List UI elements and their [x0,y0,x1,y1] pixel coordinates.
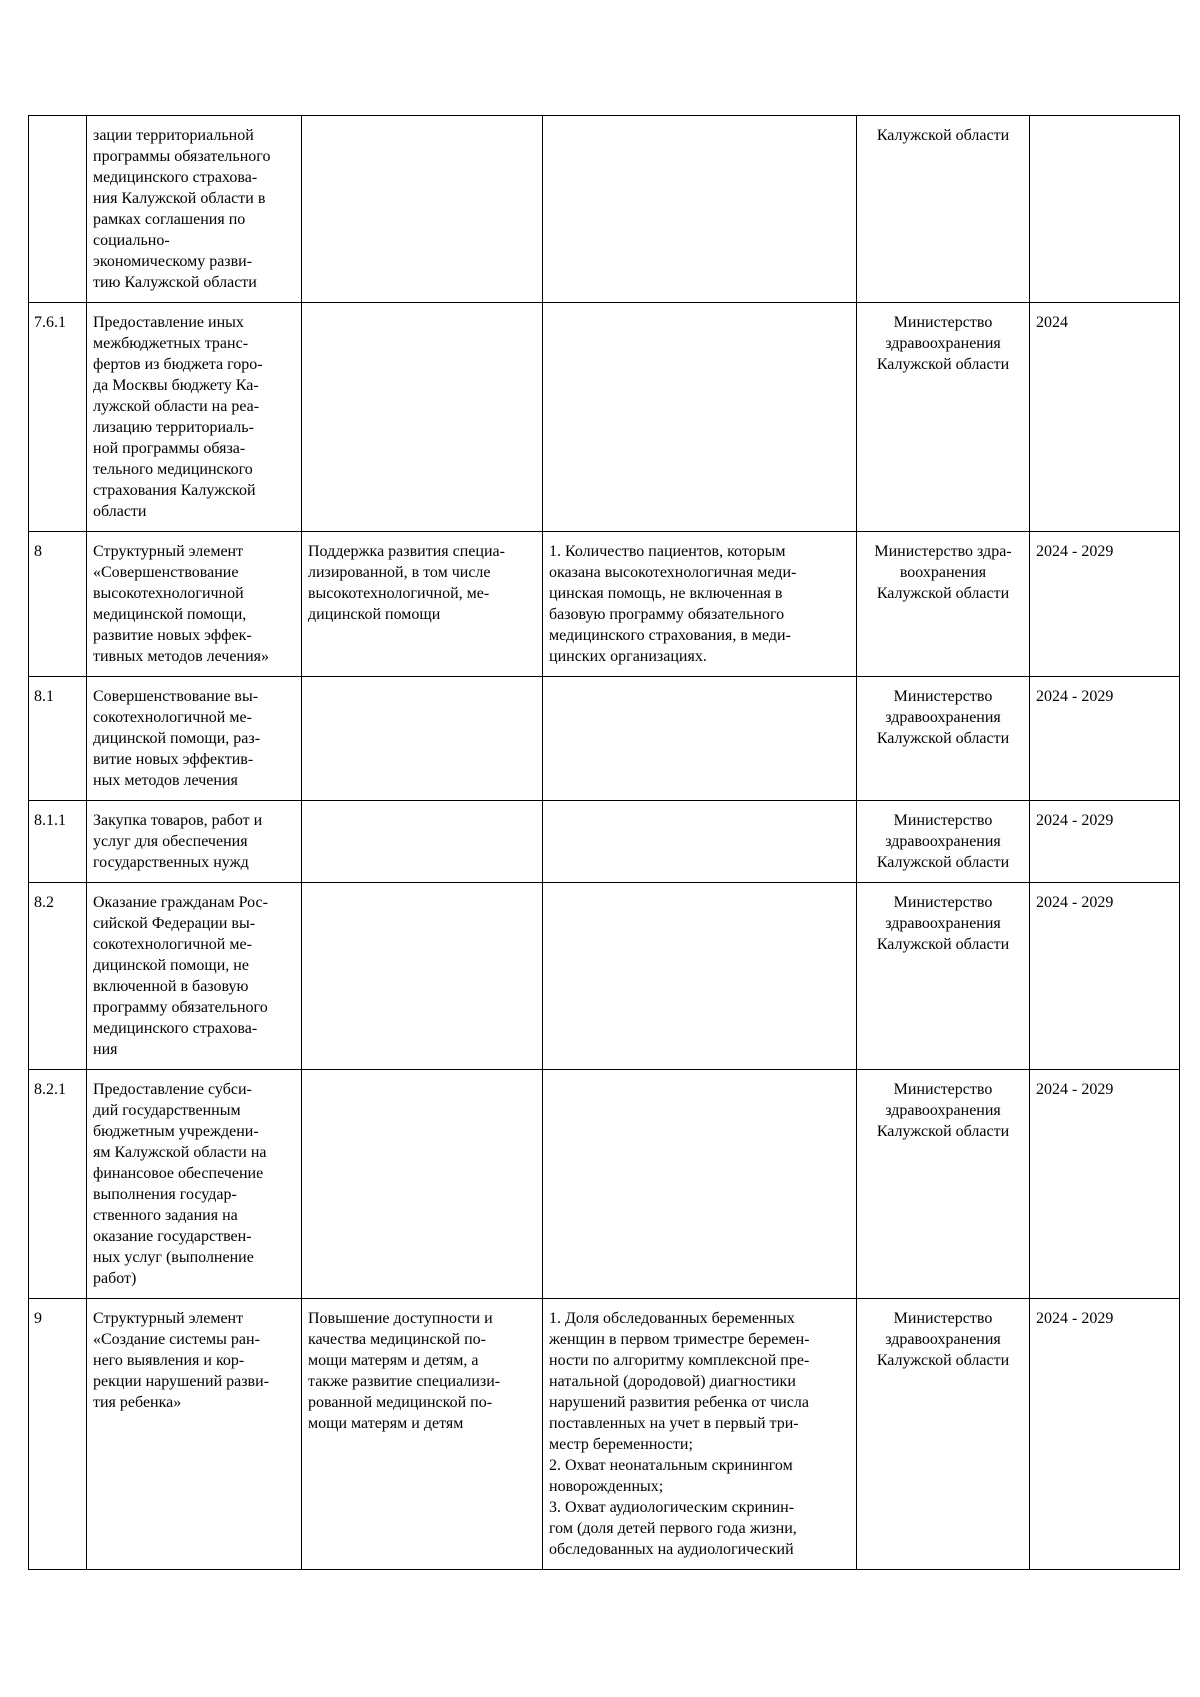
cell-event-name-line: дицинской помощи, не [93,957,249,974]
cell-event-name-line: сокотехнологичной ме- [93,936,252,953]
cell-responsible-line: Министерство [893,812,993,829]
cell-responsible-line: Министерство [893,314,993,331]
cell-number: 8.1.1 [29,801,87,883]
cell-event-name-line: да Москвы бюджету Ка- [93,377,259,394]
cell-event-name-line: программу обязательного [93,999,268,1016]
cell-period: 2024 - 2029 [1030,801,1180,883]
cell-responsible-line: Калужской области [876,585,1010,602]
cell-event-name-line: медицинской помощи, [93,606,247,623]
cell-task-line: мощи матерям и детям [308,1415,464,1432]
cell-indicator-line: 2. Охват неонатальным скринингом [549,1457,793,1474]
cell-event-name-line: государственных нужд [93,854,249,871]
cell-event-name-line: финансовое обеспечение [93,1165,264,1182]
cell-event-name-line: ных услуг (выполнение [93,1249,254,1266]
cell-indicator-line: обследованных на аудиологический [549,1541,794,1558]
cell-event-name-line: ния [93,1041,118,1058]
cell-task-line: Повышение доступности и [308,1310,493,1327]
cell-event-name [87,116,302,303]
cell-responsible-line: здравоохранения [885,335,1001,352]
cell-event-name-line: Предоставление иных [93,314,244,331]
cell-responsible-line: здравоохранения [885,833,1001,850]
cell-indicator-line: 3. Охват аудиологическим скринин- [549,1499,795,1516]
cell-event-name-line: межбюджетных транс- [93,335,249,352]
cell-indicator [543,801,857,883]
cell-event-name [87,1070,302,1299]
cell-event-name [87,677,302,801]
cell-indicator [543,116,857,303]
cell-event-name-line: ной программы обяза- [93,440,246,457]
cell-event-name-line: бюджетным учреждени- [93,1123,259,1140]
cell-event-name-line: ственного задания на [93,1207,238,1224]
cell-task-line: Поддержка развития специа- [308,543,505,560]
cell-indicator-line: местр беременности; [549,1436,693,1453]
cell-event-name-line: фертов из бюджета горо- [93,356,263,373]
cell-event-name-line: развитие новых эффек- [93,627,252,644]
cell-event-name-line: Структурный элемент [93,1310,244,1327]
cell-event-name [87,883,302,1070]
cell-indicator [543,303,857,532]
table-row [29,303,1180,532]
table-row [29,532,1180,677]
cell-event-name-line: тельного медицинского [93,461,253,478]
table-row [29,1299,1180,1570]
cell-event-name-line: работ) [93,1270,137,1287]
cell-indicator-line: цинских организациях. [549,648,707,665]
cell-indicator-line: медицинского страхования, в меди- [549,627,791,644]
cell-event-name-line: медицинского страхова- [93,169,258,186]
cell-number [29,116,87,303]
table-row [29,801,1180,883]
cell-indicator-line: новорожденных; [549,1478,664,1495]
cell-responsible-line: здравоохранения [885,709,1001,726]
cell-responsible-line: Министерство [893,1081,993,1098]
cell-event-name-line: социально- [93,232,170,249]
cell-task-line: мощи матерям и детям, а [308,1352,479,1369]
cell-indicator-line: поставленных на учет в первый три- [549,1415,799,1432]
cell-event-name-line: тию Калужской области [93,274,257,291]
cell-event-name-line: рекции нарушений разви- [93,1373,269,1390]
cell-responsible-line: здравоохранения [885,1102,1001,1119]
table-body [29,116,1180,1570]
cell-indicator-line: натальной (дородовой) диагностики [549,1373,796,1390]
cell-responsible-line: Калужской области [876,127,1010,144]
cell-event-name-line: Оказание гражданам Рос- [93,894,268,911]
cell-responsible-line: Калужской области [876,936,1010,953]
program-table [28,115,1180,1570]
cell-event-name-line: ям Калужской области на [93,1144,267,1161]
cell-responsible [857,883,1030,1070]
cell-event-name-line: Совершенствование вы- [93,688,259,705]
cell-task-line: дицинской помощи [308,606,441,623]
cell-event-name-line: «Создание системы ран- [93,1331,260,1348]
cell-task [302,883,543,1070]
cell-event-name [87,532,302,677]
cell-responsible-line: Калужской области [876,356,1010,373]
cell-event-name-line: «Совершенствование [93,564,239,581]
cell-responsible [857,801,1030,883]
cell-period: 2024 - 2029 [1030,1299,1180,1570]
cell-event-name-line: сийской Федерации вы- [93,915,256,932]
cell-event-name-line: услуг для обеспечения [93,833,248,850]
cell-event-name [87,303,302,532]
cell-task [302,1299,543,1570]
cell-period: 2024 - 2029 [1030,1070,1180,1299]
cell-period: 2024 - 2029 [1030,677,1180,801]
cell-event-name-line: программы обязательного [93,148,271,165]
cell-responsible [857,116,1030,303]
cell-task [302,532,543,677]
cell-event-name [87,801,302,883]
cell-event-name-line: оказание государствен- [93,1228,252,1245]
cell-event-name-line: включенной в базовую [93,978,249,995]
cell-period: 2024 [1030,303,1180,532]
cell-event-name-line: выполнения государ- [93,1186,237,1203]
cell-task [302,1070,543,1299]
table-row [29,677,1180,801]
cell-number: 7.6.1 [29,303,87,532]
cell-indicator [543,883,857,1070]
cell-event-name-line: витие новых эффектив- [93,751,254,768]
cell-indicator [543,1070,857,1299]
cell-responsible-line: Министерство [893,1310,993,1327]
cell-task [302,801,543,883]
cell-event-name-line: Закупка товаров, работ и [93,812,263,829]
cell-event-name [87,1299,302,1570]
table-row [29,883,1180,1070]
cell-task [302,677,543,801]
cell-task [302,303,543,532]
cell-responsible [857,303,1030,532]
cell-event-name-line: дицинской помощи, раз- [93,730,261,747]
table-row [29,116,1180,303]
cell-number: 9 [29,1299,87,1570]
cell-responsible-line: Калужской области [876,854,1010,871]
cell-responsible-line: Министерство [893,688,993,705]
cell-event-name-line: него выявления и кор- [93,1352,245,1369]
cell-event-name-line: тивных методов лечения» [93,648,269,665]
cell-indicator [543,1299,857,1570]
cell-indicator-line: оказана высокотехнологичная меди- [549,564,797,581]
cell-responsible-line: здравоохранения [885,1331,1001,1348]
cell-event-name-line: экономическому разви- [93,253,253,270]
cell-responsible-line: Министерство [893,894,993,911]
cell-indicator-line: 1. Количество пациентов, которым [549,543,786,560]
cell-event-name-line: высокотехнологичной [93,585,244,602]
cell-task-line: также развитие специализи- [308,1373,501,1390]
cell-responsible-line: Калужской области [876,730,1010,747]
cell-responsible-line: Калужской области [876,1123,1010,1140]
cell-responsible-line: здравоохранения [885,915,1001,932]
cell-indicator-line: нарушений развития ребенка от числа [549,1394,809,1411]
cell-event-name-line: сокотехнологичной ме- [93,709,252,726]
cell-indicator-line: 1. Доля обследованных беременных [549,1310,795,1327]
cell-event-name-line: страхования Калужской [93,482,256,499]
cell-event-name-line: лужской области на реа- [93,398,260,415]
cell-indicator-line: цинская помощь, не включенная в [549,585,783,602]
cell-number: 8.2.1 [29,1070,87,1299]
cell-indicator-line: базовую программу обязательного [549,606,785,623]
cell-period [1030,116,1180,303]
cell-task-line: качества медицинской по- [308,1331,486,1348]
cell-task [302,116,543,303]
cell-event-name-line: тия ребенка» [93,1394,182,1411]
cell-indicator [543,532,857,677]
cell-task-line: рованной медицинской по- [308,1394,493,1411]
cell-event-name-line: Предоставление субси- [93,1081,252,1098]
cell-responsible-line: Калужской области [876,1352,1010,1369]
cell-period: 2024 - 2029 [1030,883,1180,1070]
cell-event-name-line: Структурный элемент [93,543,244,560]
cell-event-name-line: ния Калужской области в [93,190,266,207]
cell-responsible [857,1299,1030,1570]
table-row [29,1070,1180,1299]
cell-number: 8.2 [29,883,87,1070]
cell-event-name-line: зации территориальной [93,127,254,144]
cell-number: 8 [29,532,87,677]
cell-indicator [543,677,857,801]
cell-indicator-line: гом (доля детей первого года жизни, [549,1520,797,1537]
cell-event-name-line: рамках соглашения по [93,211,246,228]
cell-event-name-line: лизацию территориаль- [93,419,254,436]
cell-task-line: лизированной, в том числе [308,564,491,581]
cell-event-name-line: дий государственным [93,1102,241,1119]
cell-event-name-line: области [93,503,147,520]
cell-responsible-line: воохранения [899,564,987,581]
cell-event-name-line: ных методов лечения [93,772,238,789]
cell-event-name-line: медицинского страхова- [93,1020,258,1037]
cell-responsible [857,532,1030,677]
cell-responsible-line: Министерство здра- [874,543,1012,560]
cell-responsible [857,1070,1030,1299]
cell-indicator-line: ности по алгоритму комплексной пре- [549,1352,810,1369]
cell-period: 2024 - 2029 [1030,532,1180,677]
cell-responsible [857,677,1030,801]
cell-indicator-line: женщин в первом триместре беремен- [549,1331,810,1348]
cell-task-line: высокотехнологичной, ме- [308,585,490,602]
cell-number: 8.1 [29,677,87,801]
